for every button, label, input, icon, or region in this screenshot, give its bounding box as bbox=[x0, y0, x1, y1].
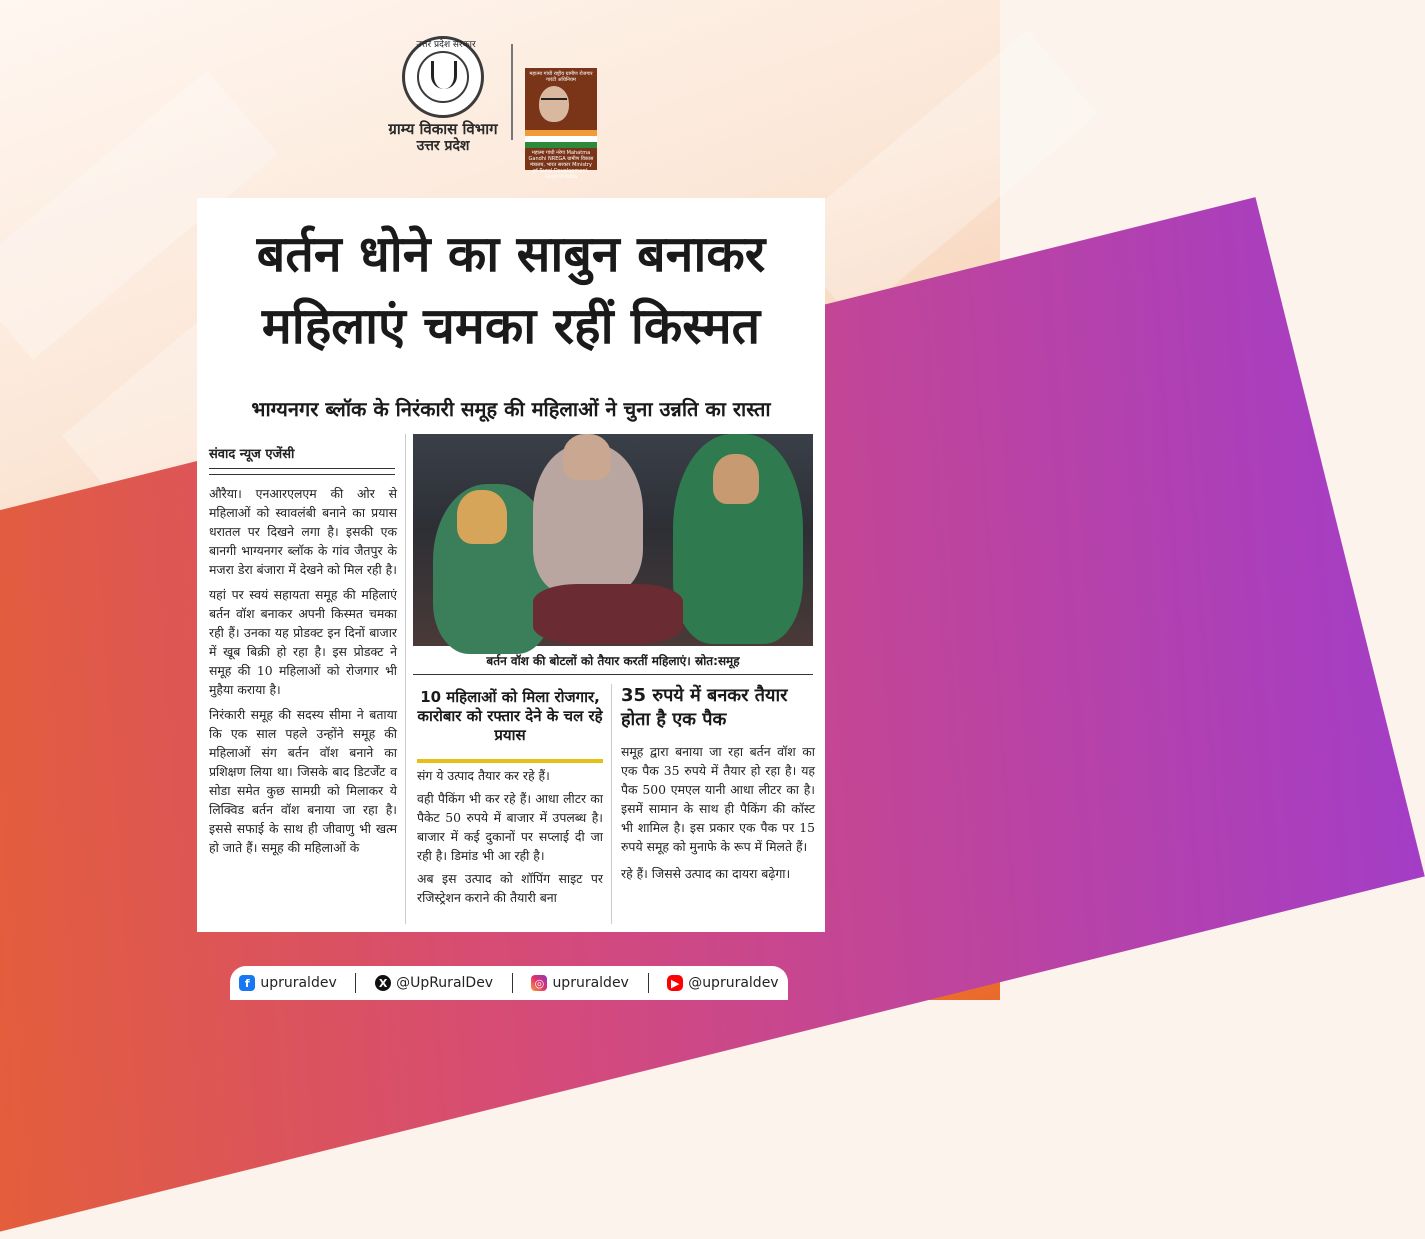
headline-line1: बर्तन धोने का साबुन बनाकर bbox=[256, 225, 766, 283]
header-logos bbox=[0, 30, 1000, 180]
byline-rule bbox=[209, 468, 395, 469]
tricolour-wave-icon bbox=[525, 130, 597, 148]
instagram-link[interactable] bbox=[531, 975, 628, 991]
column-2 bbox=[417, 766, 603, 911]
x-handle: @UpRuralDev bbox=[396, 975, 494, 991]
subheadline: भाग्यनगर ब्लॉक के निरंकारी समूह की महिलाओं ने चुना उन्नति का रास्ता bbox=[251, 397, 771, 421]
column-3-paragraph: रहे हैं। जिससे उत्पाद का दायरा बढ़ेगा। bbox=[621, 866, 791, 881]
column-2-paragraph: अब इस उत्पाद को शॉपिंग साइट पर रजिस्ट्रेशन कराने की तैयारी बना bbox=[417, 871, 603, 905]
column-3 bbox=[621, 742, 815, 891]
column-1 bbox=[209, 484, 397, 863]
x-link[interactable] bbox=[375, 975, 493, 991]
column-2-paragraph: संग ये उत्पाद तैयार कर रहे हैं। bbox=[417, 768, 550, 783]
social-bar bbox=[230, 966, 788, 1000]
photo-woman-center-head bbox=[563, 434, 611, 480]
byline-rule bbox=[209, 474, 395, 475]
photo-woman-left-head bbox=[457, 490, 507, 544]
article-photo bbox=[413, 434, 813, 646]
instagram-handle: upruraldev bbox=[552, 975, 629, 991]
youtube-link[interactable] bbox=[667, 975, 778, 991]
up-government-emblem bbox=[402, 36, 484, 118]
column-1-paragraph: निरंकारी समूह की सदस्य सीमा ने बताया कि एक साल पहले उन्होंने समूह की महिलाओं संग बर्तन वॉश बनाने का प्रशिक्षण लिया था। जिसके बाद डिटर्जेंट व सोडा समेत कुछ सामग्री को मिलाकर ये लिक्विड बर्तन वॉश बनाया जा रहा है। इससे सफाई के साथ ही जीवाणु भी खत्म हो जाते हैं। समूह की महिलाओं के bbox=[209, 707, 397, 855]
emblem-arc-text: उत्तर प्रदेश सरकार bbox=[416, 40, 476, 50]
highlight-rule bbox=[417, 759, 603, 763]
column-3-paragraph: समूह द्वारा बनाया जा रहा बर्तन वॉश का एक पैक 35 रुपये में तैयार हो रहा है। यह पैक 500 एमएल यानी आधा लीटर का है। इसमें सामान के साथ ही पैकिंग की कॉस्ट भी शामिल है। इस प्रकार एक पैक पर 15 रुपये समूह को मुनाफे के रूप में मिलते हैं। bbox=[621, 744, 815, 854]
social-separator bbox=[355, 973, 356, 993]
mgnrega-bottom-text: महात्मा गांधी नरेगा Mahatma Gandhi NREGA ग्रामीण विकास मंत्रालय, भारत सरकार Ministry of Rural Development, Govt of India bbox=[528, 150, 594, 180]
emblem-bow-icon bbox=[431, 61, 457, 89]
photo-woman-right-head bbox=[713, 454, 759, 504]
youtube-icon: ▶ bbox=[667, 975, 683, 991]
mgnrega-logo bbox=[525, 68, 597, 180]
column-2-paragraph: वही पैकिंग भी कर रहे हैं। आधा लीटर का पैकेट 50 रुपये में बाजार में उपलब्ध है। बाजार में कई दुकानों पर सप्लाई दी जा रही है। डिमांड भी आ रही है। bbox=[417, 791, 603, 863]
department-name-line2: उत्तर प्रदेश bbox=[416, 138, 470, 154]
column-1-paragraph: यहां पर स्वयं सहायता समूह की महिलाएं बर्तन वॉश बनाकर अपनी किस्मत चमका रही हैं। उनका यह प्रोडक्ट इन दिनों बाजार में खूब बिक्री हो रहा है। इस प्रोडक्ट ने समूह की 10 महिलाओं को रोजगार भी मुहैया कराया है। bbox=[209, 587, 397, 697]
department-name bbox=[378, 120, 508, 155]
mgnrega-top-text: महात्मा गांधी राष्ट्रीय ग्रामीण रोजगार गारंटी अधिनियम bbox=[529, 71, 593, 83]
newspaper-clipping bbox=[197, 198, 825, 932]
column-1-paragraph: औरैया। एनआरएलएम की ओर से महिलाओं को स्वावलंबी बनाने का प्रयास धरातल पर दिखने लगा है। इसकी एक बानगी भाग्यनगर ब्लॉक के गांव जैतपुर के मजरा डेरा बंजारा में देखने को मिल रही है। bbox=[209, 486, 397, 577]
photo-bottles bbox=[533, 584, 683, 644]
social-separator bbox=[648, 973, 649, 993]
department-name-line1: ग्राम्य विकास विभाग bbox=[388, 120, 498, 138]
facebook-handle: upruraldev bbox=[260, 975, 337, 991]
headline-line2: महिलाएं चमका रहीं किस्मत bbox=[261, 297, 761, 355]
logo-divider bbox=[511, 44, 513, 140]
column-divider bbox=[611, 684, 612, 924]
instagram-icon: ◎ bbox=[531, 975, 547, 991]
social-separator bbox=[512, 973, 513, 993]
caption-rule bbox=[413, 674, 813, 675]
glasses-icon bbox=[541, 98, 567, 106]
photo-caption: बर्तन वॉश की बोटलों को तैयार करतीं महिलाएं। स्रोत:समूह bbox=[486, 654, 740, 668]
facebook-icon: f bbox=[239, 975, 255, 991]
youtube-handle: @upruraldev bbox=[688, 975, 779, 991]
subheading-cost: 35 रुपये में बनकर तैयार होता है एक पैक bbox=[621, 685, 788, 730]
column-divider bbox=[405, 434, 406, 924]
subheading-employment: 10 महिलाओं को मिला रोजगार, कारोबार को रफ्तार देने के चल रहे प्रयास bbox=[417, 688, 603, 744]
facebook-link[interactable] bbox=[239, 975, 336, 991]
byline: संवाद न्यूज एजेंसी bbox=[209, 447, 295, 462]
x-icon: X bbox=[375, 975, 391, 991]
